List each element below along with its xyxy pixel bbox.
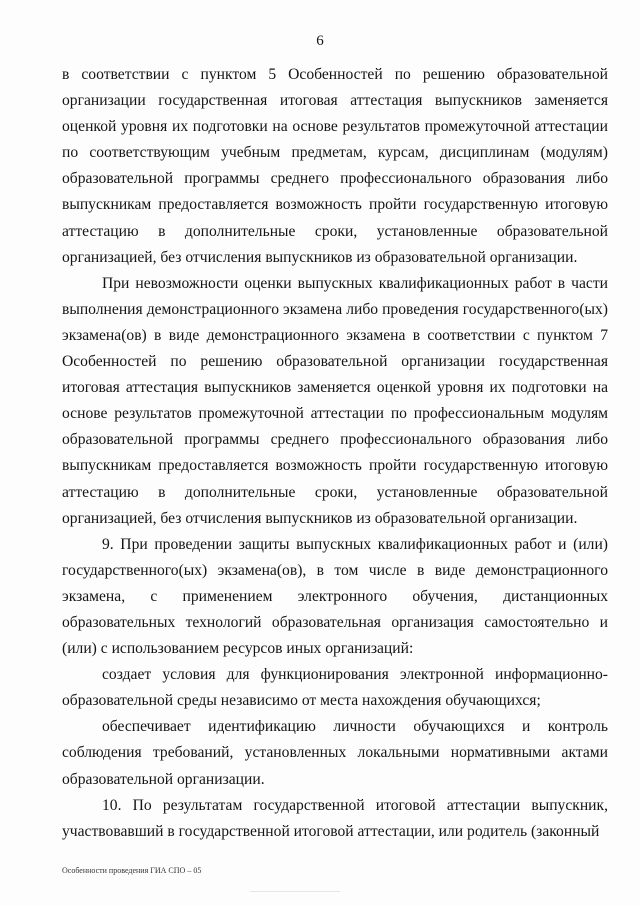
paragraph-identification: обеспечивает идентификацию личности обучающихся и контроль соблюдения требований, установленных локальными нормативными актами образовательной организации.	[62, 718, 608, 788]
paragraph-continuation: в соответствии с пунктом 5 Особенностей по решению образовательной организации государственная итоговая аттестация выпускников заменяется оценкой уровня их подготовки на основе результатов промежуточной аттестации по соответствующим учебным предметам, курсам, дисциплинам (модулям) образовательной программы среднего профессионального образования либо выпускникам предоставляется возможность пройти государственную итоговую аттестацию в дополнительные сроки, установленные образовательной организацией, без отчисления выпускников из образовательной организации.	[62, 66, 608, 266]
paragraph-item-9: 9. При проведении защиты выпускных квалификационных работ и (или) государственного(ых) экзамена(ов), в том числе в виде демонстрационного экзамена, с применением электронного обучения, дистанционных образовательных технологий образовательная организация самостоятельно и (или) с использованием ресурсов иных организаций:	[62, 535, 608, 658]
page-number: 6	[316, 33, 324, 49]
document-body	[62, 62, 608, 845]
footer-note: Особенности проведения ГИА СПО – 05	[62, 866, 202, 875]
paragraph-impossibility-clause: При невозможности оценки выпускных квалификационных работ в части выполнения демонстрационного экзамена либо проведения государственного(ых) экзамена(ов) в виде демонстрационного экзамена в соответствии с пунктом 7 Особенностей по решению образовательной организации государственная итоговая аттестация выпускников заменяется оценкой уровня их подготовки на основе результатов промежуточной аттестации по профессиональным модулям образовательной программы среднего профессионального образования либо выпускникам предоставляется возможность пройти государственную итоговую аттестацию в дополнительные сроки, установленные образовательной организацией, без отчисления выпускников из образовательной организации.	[62, 274, 608, 527]
paragraph-item-10: 10. По результатам государственной итоговой аттестации выпускник, участвовавший в государственной итоговой аттестации, или родитель (законный	[62, 796, 608, 840]
paragraph-creates-conditions: создает условия для функционирования электронной информационно-образовательной среды независимо от места нахождения обучающихся;	[62, 666, 608, 710]
scan-artifact-line	[250, 891, 340, 892]
